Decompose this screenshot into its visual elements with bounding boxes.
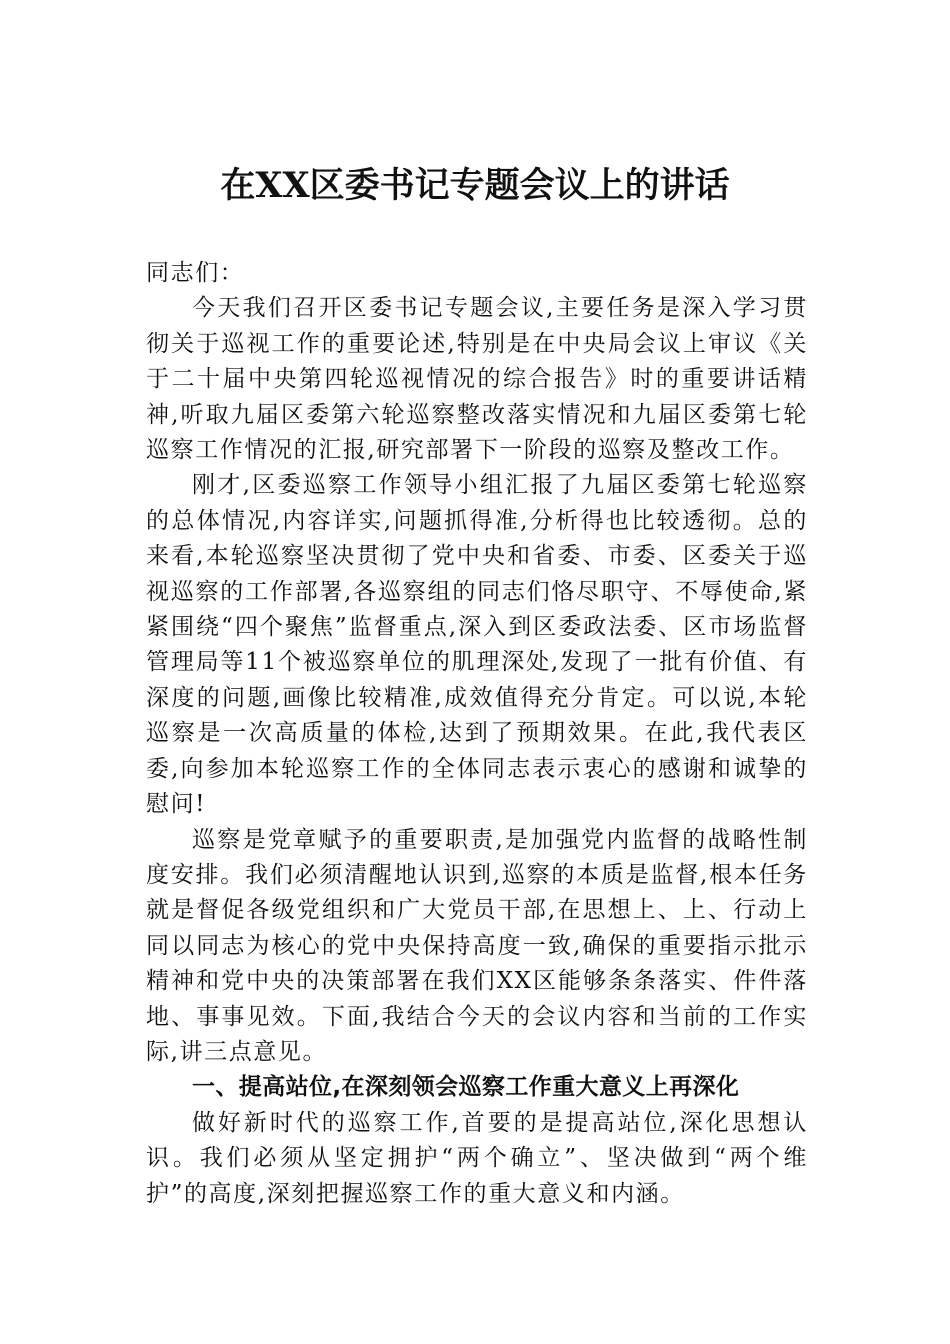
document-title: 在XX区委书记专题会议上的讲话 (220, 165, 730, 206)
paragraph-1: 今天我们召开区委书记专题会议,主要任务是深入学习贯彻关于巡视工作的重要论述,特别是在中央局会议上审议《关于二十届中央第四轮巡视情况的综合报告》时的重要讲话精神,听取九届区委第六轮巡察整改落实情况和九届区委第七轮巡察工作情况的汇报,研究部署下一阶段的巡察及整改工作。 (146, 295, 808, 464)
document-body (146, 256, 808, 1212)
section-1-paragraph: 做好新时代的巡察工作,首要的是提高站位,深化思想认识。我们必须从坚定拥护“两个确立”、坚决做到“两个维护”的高度,深刻把握巡察工作的重大意义和内涵。 (146, 1109, 808, 1207)
salutation: 同志们： (146, 260, 245, 286)
paragraph-3: 巡察是党章赋予的重要职责,是加强党内监督的战略性制度安排。我们必须清醒地认识到,巡察的本质是监督,根本任务就是督促各级党组织和广大党员干部,在思想上、上、行动上同以同志为核心的党中央保持高度一致,确保的重要指示批示精神和党中央的决策部署在我们XX区能够条条落实、件件落地、事事见效。下面,我结合今天的会议内容和当前的工作实际,讲三点意见。 (146, 826, 808, 1065)
paragraph-2: 刚才,区委巡察工作领导小组汇报了九届区委第七轮巡察的总体情况,内容详实,问题抓得准,分析得也比较透彻。总的来看,本轮巡察坚决贯彻了党中央和省委、市委、区委关于巡视巡察的工作部署,各巡察组的同志们恪尽职守、不辱使命,紧紧围绕“四个聚焦”监督重点,深入到区委政法委、区市场监督管理局等11个被巡察单位的肌理深处,发现了一批有价值、有深度的问题,画像比较精准,成效值得充分肯定。可以说,本轮巡察是一次高质量的体检,达到了预期效果。在此,我代表区委,向参加本轮巡察工作的全体同志表示衷心的感谢和诚挚的慰问! (146, 472, 808, 818)
section-heading-1: 一、提高站位,在深刻领会巡察工作重大意义上再深化 (192, 1074, 740, 1101)
